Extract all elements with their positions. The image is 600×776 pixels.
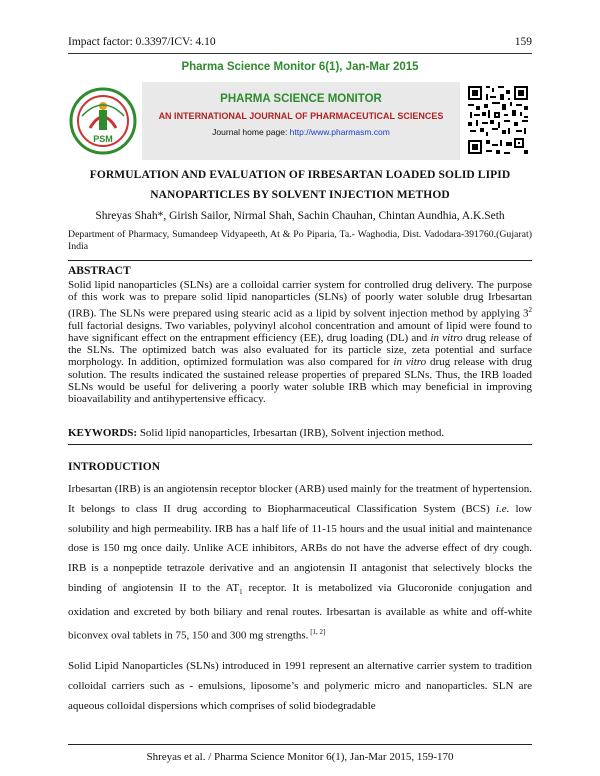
abstract-part-3: drug release of the SLNs. The optimized batch was also evaluated for its particle size, zeta potential and surface morphology. In addition, optimized formulation was also compared for [68, 331, 532, 369]
psm-logo-icon [68, 86, 138, 156]
homepage-label: Journal home page: [212, 127, 290, 137]
page-number: 159 [514, 36, 532, 48]
intro-p1-part-a: Irbesartan (IRB) is an angiotensin receptor blocker (ARB) used mainly for the treatment of hypertension. It belongs to class II drug according to Biopharmaceutical Classification System (BCS) [68, 483, 532, 515]
qr-code-icon [466, 84, 530, 156]
abstract-superscript: 2 [528, 305, 532, 314]
abstract-heading: ABSTRACT [68, 265, 131, 277]
footer-citation: Shreyas et al. / Pharma Science Monitor 6(1), Jan-Mar 2015, 159-170 [146, 751, 454, 763]
abstract-text [68, 279, 532, 406]
abstract-part-4: drug release with drug solution. The results indicated the sustained release properties of prepared SLNs. Thus, the IRB loaded SLNs would be useful for delivering a poorly water soluble IRB which may beneficial in improving bioavailability and antihypertensive efficacy. [68, 356, 532, 406]
abstract-italic-1: in vitro [430, 331, 463, 344]
intro-p1-italic: i.e. [495, 502, 510, 515]
intro-p1-part-b: low solubility and high permeability. IRB has a half life of 11-15 hours and the usual initial and maintenance dose is 150 mg once daily. Unlike ACE inhibitors, ARBs do not have the adverse effect of dry cough. IRB is a nonpeptide tetrazole derivative and an angiotensin II antagonist that selectively blocks the binding of angiotensin II to the AT [68, 502, 533, 594]
journal-logo [68, 86, 138, 156]
impact-factor: Impact factor: 0.3397/ICV: 4.10 [68, 36, 216, 48]
abstract-top-rule [68, 260, 532, 261]
journal-subtitle: AN INTERNATIONAL JOURNAL OF PHARMACEUTICAL SCIENCES [158, 111, 444, 121]
abstract-part-1: Solid lipid nanoparticles (SLNs) are a colloidal carrier system for controlled drug delivery. The purpose of this work was to prepare solid lipid nanoparticles (SLNs) of poorly water soluble drug Irbesartan (IRB). The SLNs were prepared using stearic acid as a lipid by solvent injection method by applying 3 [68, 279, 532, 320]
journal-name: PHARMA SCIENCE MONITOR [220, 93, 382, 105]
keywords-label: KEYWORDS: [68, 427, 138, 439]
keywords-text: Solid lipid nanoparticles, Irbesartan (IRB), Solvent injection method. [137, 427, 445, 439]
homepage-link[interactable]: http://www.pharmasm.com [289, 127, 390, 137]
qr-code [466, 84, 530, 156]
header-rule [68, 53, 532, 54]
article-authors: Shreyas Shah*, Girish Sailor, Nirmal Shah, Sachin Chauhan, Chintan Aundhia, A.K.Seth [95, 210, 505, 222]
abstract-italic-2: in vitro [393, 356, 427, 369]
introduction-heading: INTRODUCTION [68, 461, 161, 473]
intro-p1-subscript: 1 [239, 588, 243, 597]
abstract-bottom-rule [68, 444, 532, 445]
journal-banner [68, 82, 531, 160]
journal-title-box [142, 82, 460, 160]
abstract-part-2: full factorial designs. Two variables, polyvinyl alcohol concentration and amount of lipid were found to have significant effect on the entrapment efficiency (EE), drug loading (DL) and [68, 319, 532, 344]
footer-rule [68, 744, 532, 745]
intro-p1-part-c: receptor. It is metabolized via Glucoronide conjugation and oxidation and excreted by both biliary and renal routes. Irbesartan is available as white and off-white biconvex oval tablets in 75, 150 and 300 mg strengths. [68, 581, 532, 642]
article-title-line-1: FORMULATION AND EVALUATION OF IRBESARTAN LOADED SOLID LIPID [89, 169, 511, 181]
journal-homepage [142, 127, 460, 137]
introduction-paragraph-1 [68, 480, 532, 646]
affiliation: Department of Pharmacy, Sumandeep Vidyapeeth, At & Po Piparia, Ta.- Waghodia, Dist. Vadodara-391760.(Gujarat) India [68, 229, 532, 252]
journal-issue: Pharma Science Monitor 6(1), Jan-Mar 2015 [181, 61, 419, 73]
keywords [68, 427, 532, 439]
introduction-paragraph-2: Solid Lipid Nanoparticles (SLNs) introduced in 1991 represent an alternative carrier system to tradition colloidal carriers such as - emulsions, liposome’s and polymeric micro and nanoparticles. SLN are aqueous colloidal dispersions which comprises of solid biodegradable [68, 660, 532, 712]
article-title-line-2: NANOPARTICLES BY SOLVENT INJECTION METHOD [150, 189, 450, 201]
svg-text:PSM: PSM [93, 134, 113, 144]
intro-p1-reference: [1, 2] [308, 627, 326, 636]
